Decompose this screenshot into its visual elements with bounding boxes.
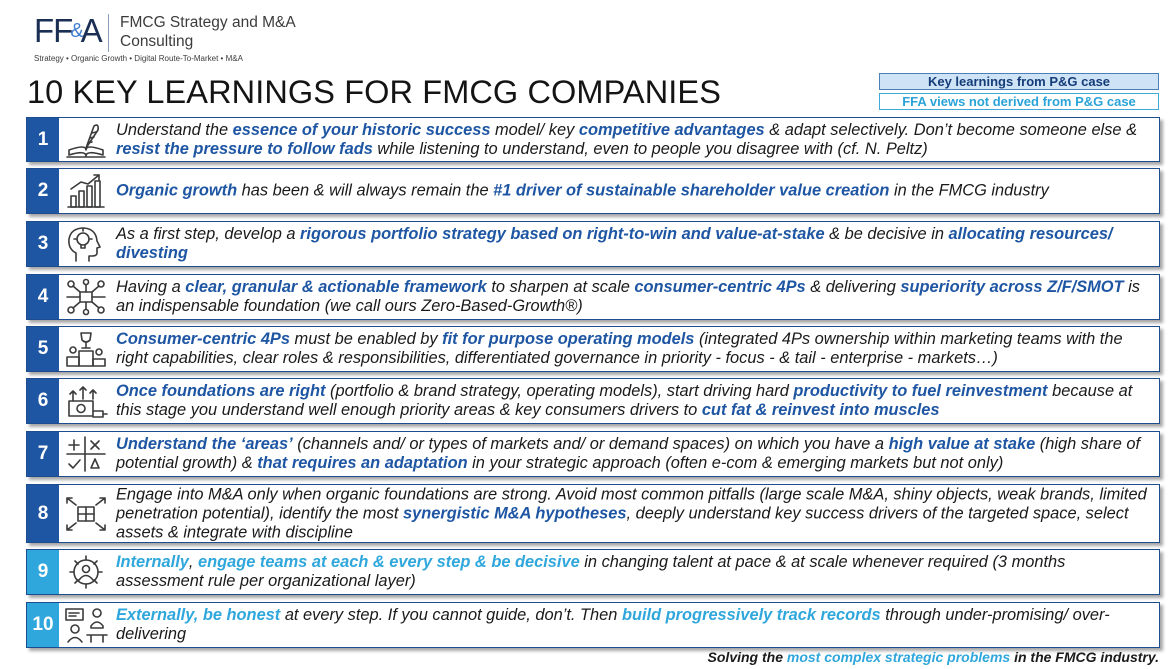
learning-text-highlight: Internally — [116, 553, 189, 571]
learning-text — [116, 485, 1151, 542]
learning-row-8 — [26, 484, 1160, 543]
learning-text-highlight: superiority across Z/F/SMOT — [900, 278, 1124, 296]
learning-text — [116, 225, 1151, 263]
learning-text-highlight: productivity to fuel reinvestment — [793, 382, 1048, 400]
learning-text-highlight: high value at stake — [888, 435, 1036, 453]
learning-text-segment: has been & will always remain the — [237, 181, 494, 200]
merger-arrows-icon — [63, 494, 109, 534]
learning-text-segment: & be decisive in — [824, 225, 949, 243]
logo-mark-right: A — [80, 12, 102, 49]
learning-text-segment: to sharpen at scale — [486, 278, 635, 296]
learning-text-highlight: #1 driver of sustainable shareholder value creation — [493, 181, 890, 200]
learning-text-segment: (high share of potential growth) & — [116, 435, 1141, 472]
learning-number-badge: 3 — [27, 222, 59, 266]
learning-text — [116, 553, 1151, 591]
learning-text-segment: Engage into M&A only when organic foundations are strong. Avoid most common pitfalls (large scale M&A, shiny objects, weak brands, limited penetration potential), identify the most — [116, 485, 1147, 522]
learning-row-10 — [26, 602, 1160, 648]
footer-tagline — [708, 649, 1159, 665]
network-nodes-icon — [63, 277, 109, 317]
learning-text-highlight: fit for purpose operating models — [442, 330, 695, 348]
learning-text-segment: & delivering — [805, 278, 901, 296]
learning-number-badge: 6 — [27, 379, 59, 423]
learning-text — [116, 182, 1151, 201]
learning-text-highlight: cut fat & reinvest into muscles — [701, 401, 940, 419]
learning-row-5 — [26, 326, 1160, 372]
learning-text-segment: in changing talent at pace & at scale whenever required (3 months assessment rule per organizational layer) — [116, 553, 1066, 590]
learning-text-segment: must be enabled by — [289, 330, 443, 348]
learning-text — [116, 435, 1151, 473]
learning-text — [116, 606, 1151, 644]
learning-text-segment: while listening to understand, even to people you disagree with (cf. N. Peltz) — [372, 139, 928, 158]
learning-text-highlight: Organic growth — [116, 181, 238, 200]
learning-text-highlight: competitive advantages — [578, 120, 765, 139]
learning-text-segment: model/ key — [490, 120, 579, 139]
learning-text-highlight: essence of your historic success — [232, 120, 491, 139]
footer-text-pre: Solving the — [707, 649, 787, 665]
learning-text-highlight: rigorous portfolio strategy based on right-to-win and value-at-stake — [300, 225, 825, 243]
learning-text-segment: , deeply understand key success drivers of the targeted space, select assets & integrate with discipline — [116, 504, 1129, 541]
learning-number-badge: 4 — [27, 275, 59, 319]
quill-book-icon — [63, 120, 109, 160]
learning-text-highlight: synergistic M&A hypotheses — [403, 504, 627, 522]
learning-text-segment: (integrated 4Ps ownership within marketing teams with the right capabilities, clear roles & responsibilities, differentiated governance in priority - focus - & tail - enterprise - markets…) — [116, 330, 1123, 367]
learning-text-highlight: consumer-centric 4Ps — [634, 278, 806, 296]
learning-number-badge: 9 — [27, 550, 59, 594]
learning-number-badge: 10 — [27, 603, 59, 647]
presentation-people-icon — [63, 605, 109, 645]
learning-number-badge: 7 — [27, 432, 59, 476]
learning-number-badge: 8 — [27, 485, 59, 542]
footer-text-post: in the FMCG industry. — [1010, 649, 1159, 665]
learning-text-segment: in your strategic approach (often e-com & emerging markets but not only) — [467, 454, 1004, 472]
learning-text-highlight: allocating resources/ divesting — [116, 225, 1113, 262]
logo-divider — [108, 14, 109, 52]
learning-text-segment: (portfolio & brand strategy, operating models), start driving hard — [325, 382, 794, 400]
learning-text-segment: at every step. If you cannot guide, don’t. Then — [280, 606, 622, 624]
learning-row-6 — [26, 378, 1160, 424]
learning-text-segment: As a first step, develop a — [116, 225, 301, 243]
learning-text — [116, 330, 1151, 368]
page-title: 10 KEY LEARNINGS FOR FMCG COMPANIES — [27, 74, 721, 110]
learning-row-2 — [26, 168, 1160, 214]
learning-text-segment: because at this stage you understand well enough priority areas & key consumers drivers to — [116, 382, 1133, 419]
math-symbols-icon — [63, 434, 109, 474]
growth-chart-icon — [63, 171, 109, 211]
logo-tagline: Strategy • Organic Growth • Digital Route-To-Market • M&A — [34, 54, 243, 63]
learning-text-segment: (channels and/ or types of markets and/ or demand spaces) on which you have a — [292, 435, 889, 453]
learning-row-7 — [26, 431, 1160, 477]
learning-text-segment: in the FMCG industry — [889, 181, 1049, 200]
learning-row-9 — [26, 549, 1160, 595]
learning-text-highlight: that requires an adaptation — [257, 454, 468, 472]
idea-head-icon — [63, 224, 109, 264]
learning-text-segment: Having a — [116, 278, 186, 296]
learning-number-badge: 2 — [27, 169, 59, 213]
legend-ffa-views: FFA views not derived from P&G case — [879, 93, 1159, 110]
learning-text-highlight: resist the pressure to follow fads — [116, 139, 373, 158]
logo-company-name: FMCG Strategy and M&A Consulting — [120, 14, 295, 50]
learning-text-segment: , — [188, 553, 198, 571]
learning-text-highlight: Externally, be honest — [116, 606, 281, 624]
learning-text-segment: through under-promising/ over-delivering — [116, 606, 1110, 643]
learning-number-badge: 5 — [27, 327, 59, 371]
footer-text-highlight: most complex strategic problems — [786, 649, 1011, 665]
learning-text-highlight: Once foundations are right — [116, 382, 326, 400]
learning-text-highlight: Consumer-centric 4Ps — [116, 330, 290, 348]
learning-text — [116, 278, 1151, 316]
learning-text-highlight: Understand the ‘areas’ — [116, 435, 293, 453]
learning-text — [116, 382, 1151, 420]
learning-row-4 — [26, 274, 1160, 320]
learning-text-highlight: clear, granular & actionable framework — [185, 278, 487, 296]
gear-person-icon — [63, 552, 109, 592]
learning-text-segment: is an indispensable foundation (we call ours Zero-Based-Growth®) — [116, 278, 1140, 315]
learning-row-1 — [26, 117, 1160, 162]
learning-text-segment: & adapt selectively. Don’t become someone else & — [764, 120, 1137, 139]
learning-row-3 — [26, 221, 1160, 267]
logo-mark-left: FF — [34, 12, 73, 49]
learning-text-highlight: build progressively track records — [621, 606, 881, 624]
logo-mark — [34, 12, 102, 50]
money-growth-icon — [63, 381, 109, 421]
legend-pg-case: Key learnings from P&G case — [879, 73, 1159, 90]
learning-text-segment: Understand the — [116, 120, 233, 139]
learning-text-highlight: engage teams at each & every step & be decisive — [197, 553, 580, 571]
logo-mark-ampersand: & — [70, 20, 83, 42]
learning-text — [116, 121, 1151, 159]
podium-trophy-icon — [63, 329, 109, 369]
learning-number-badge: 1 — [27, 118, 59, 161]
